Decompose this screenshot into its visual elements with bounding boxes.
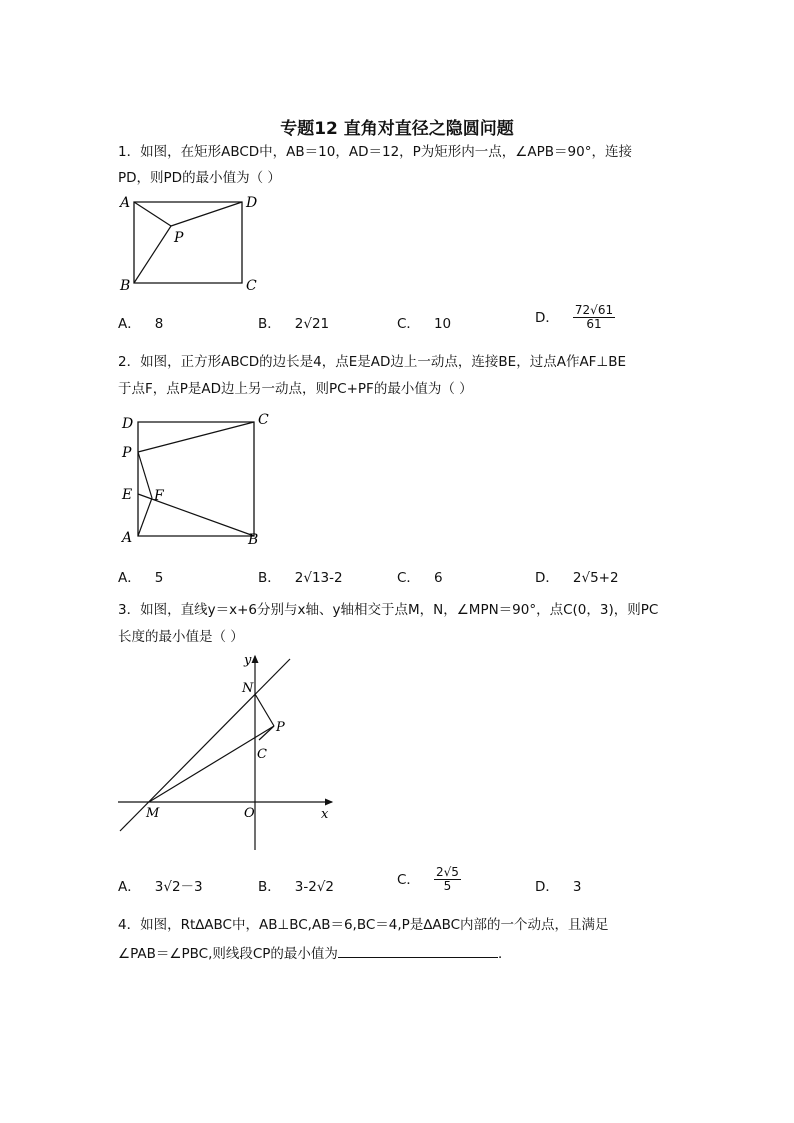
- q2-label-c: C: [258, 412, 269, 428]
- q3-label-n: N: [242, 681, 254, 696]
- q1-label-p: P: [174, 230, 184, 246]
- q2-choice-d[interactable]: D． 2√5+2: [535, 570, 619, 586]
- q2-square: [138, 422, 254, 536]
- q1-rectangle: [134, 202, 242, 283]
- q1-choice-d[interactable]: D． $\frac{72√61}{61}$: [535, 303, 614, 332]
- q3-figure: [114, 650, 344, 855]
- q1-label-b: B: [120, 278, 131, 294]
- q2-label-f: F: [154, 488, 164, 504]
- q2-choice-b[interactable]: B． 2√13-2: [258, 570, 343, 586]
- q3-label-o: O: [244, 806, 255, 821]
- q2-label-p: P: [122, 445, 132, 461]
- q2-choices: [118, 566, 678, 596]
- q2-figure: [114, 408, 274, 548]
- q2-label-d: D: [122, 416, 134, 432]
- q1-choice-c[interactable]: C． 10: [397, 316, 452, 332]
- q1-choices: [118, 303, 678, 342]
- q4-answer-blank[interactable]: [338, 945, 498, 958]
- q3-choice-d[interactable]: D． 3: [535, 879, 582, 895]
- q3-choice-a[interactable]: A． 3√2－3: [118, 879, 203, 895]
- q3-label-m: M: [146, 806, 160, 821]
- q2-choice-a[interactable]: A． 5: [118, 570, 164, 586]
- q1-figure: [114, 192, 264, 296]
- q1-segment-ap: [134, 202, 171, 226]
- q3-label-x: x: [321, 807, 329, 822]
- q2-segment-af: [138, 498, 152, 536]
- q3-label-c: C: [257, 747, 267, 762]
- q3-choice-b[interactable]: B． 3-2√2: [258, 879, 335, 895]
- q2-text-line2: 于点F，点P是AD边上另一动点，则PC+PF的最小值为（ ）: [118, 381, 473, 397]
- q1-segment-bp: [134, 226, 171, 283]
- q1-label-a: A: [120, 195, 131, 211]
- q2-text-line1: 2．如图，正方形ABCD的边长是4，点E是AD边上一动点，连接BE，过点A作AF⊥BE: [118, 354, 626, 370]
- q3-choices: [118, 865, 678, 905]
- page-title: 专题12 直角对直径之隐圆问题: [280, 119, 514, 139]
- q1-segment-pd: [171, 202, 242, 226]
- q4-text-line2: [118, 942, 511, 962]
- q4-text-line1: 4．如图，Rt∆ABC中，AB⊥BC,AB＝6,BC＝4,P是∆ABC内部的一个动点，且满足: [118, 917, 609, 933]
- q2-segment-pc: [138, 422, 254, 452]
- q2-label-a: A: [122, 530, 133, 546]
- q3-label-y: y: [244, 653, 252, 668]
- q3-label-p: P: [276, 720, 285, 735]
- q4-text-line2-main: ∠PAB＝∠PBC,则线段CP的最小值为: [118, 946, 338, 962]
- q1-text-line1: 1．如图，在矩形ABCD中，AB＝10，AD＝12，P为矩形内一点，∠APB＝90°，连接: [118, 144, 632, 160]
- q1-choice-b[interactable]: B． 2√21: [258, 316, 330, 332]
- q1-label-c: C: [246, 278, 257, 294]
- q4-text-line2-end: ．: [497, 946, 512, 962]
- q1-choice-a[interactable]: A． 8: [118, 316, 164, 332]
- q3-choice-c[interactable]: C． $\frac{2√5}{5}$: [397, 865, 459, 894]
- q2-choice-c[interactable]: C． 6: [397, 570, 443, 586]
- q2-segment-pf: [138, 452, 152, 498]
- q3-text-line2: 长度的最小值是（ ）: [118, 629, 244, 645]
- q2-label-b: B: [248, 532, 259, 548]
- q3-segment-pc: [259, 726, 274, 740]
- q3-text-line1: 3．如图，直线y＝x+6分别与x轴、y轴相交于点M，N，∠MPN＝90°，点C(0，3)，则PC: [118, 602, 659, 618]
- q3-segment-np: [255, 694, 274, 726]
- q1-label-d: D: [246, 195, 258, 211]
- q2-label-e: E: [122, 487, 133, 503]
- q1-text-line2: PD，则PD的最小值为（ ）: [118, 170, 281, 186]
